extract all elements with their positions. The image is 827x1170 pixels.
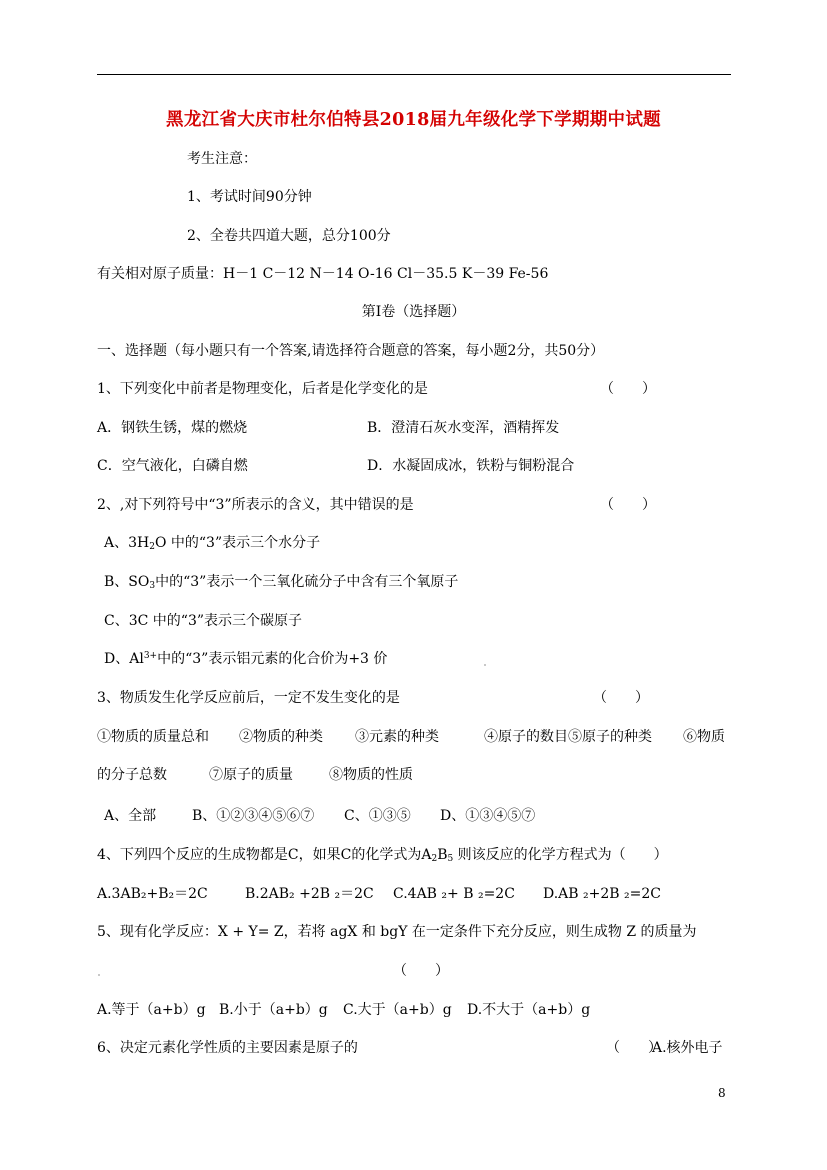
q5-option-b: B.小于（a+b）g (219, 1002, 328, 1018)
q3-option-b: B、①②③④⑤⑥⑦ (192, 808, 315, 824)
q4-stem (97, 845, 668, 865)
q2-option-b-post: 中的“3”表示一个三氧化硫分子中含有三个氧原子 (155, 574, 459, 590)
q6-answer-bracket: （ ） (606, 1040, 662, 1056)
q6-option-a: A.核外电子 (652, 1040, 723, 1056)
q4-option-a: A.3AB₂+B₂＝2C (97, 886, 208, 902)
q1-option-d: D．水凝固成冰，铁粉与铜粉混合 (367, 458, 575, 474)
q2-option-d-pre: D、Al (104, 651, 144, 667)
q4-option-d: D.AB ₂+2B ₂=2C (543, 886, 661, 902)
q2-stem: 2、,对下列符号中“3”所表示的含义，其中错误的是 (97, 497, 414, 513)
q3-statement-8: ⑧物质的性质 (329, 767, 413, 783)
q1-answer-bracket: （ ） (600, 381, 656, 397)
volume-title: 第Ⅰ卷（选择题） (361, 304, 466, 320)
q2-answer-bracket: （ ） (600, 497, 656, 513)
section-1-heading: 一、选择题（每小题只有一个答案,请选择符合题意的答案，每小题2分，共50分） (97, 343, 605, 359)
scan-speck (484, 664, 486, 666)
q4-stem-subscript-2: 5 (447, 854, 454, 864)
q3-answer-bracket: （ ） (593, 690, 649, 706)
q1-option-a: A．钢铁生锈，煤的燃烧 (97, 420, 248, 436)
q2-option-d-superscript: 3+ (143, 651, 158, 661)
q4-stem-post: 则该反应的化学方程式为（ ） (453, 847, 668, 863)
q5-answer-bracket: （ ） (393, 963, 449, 979)
q2-option-d-post: 中的“3”表示铝元素的化合价为+3 价 (157, 651, 388, 667)
q3-statement-6: ⑥物质 (683, 729, 725, 745)
q2-option-b-pre: B、SO (104, 574, 150, 590)
q5-option-d: D.不大于（a+b）g (467, 1002, 591, 1018)
q3-statement-4-5: ④原子的数目⑤原子的种类 (484, 729, 652, 745)
q3-statement-7: ⑦原子的质量 (209, 767, 293, 783)
q2-option-b-subscript: 3 (149, 581, 156, 591)
q2-option-a-subscript: 2 (149, 542, 155, 552)
q4-option-b: B.2AB₂ +2B ₂＝2C (245, 886, 374, 902)
q3-option-a: A、全部 (104, 808, 157, 824)
scan-speck (98, 974, 100, 976)
q5-stem: 5、现有化学反应：X + Y= Z，若将 agX 和 bgY 在一定条件下充分反应，则生成物 Z 的质量为 (97, 924, 697, 940)
q5-option-c: C.大于（a+b）g (343, 1002, 452, 1018)
q3-statement-3: ③元素的种类 (355, 729, 439, 745)
q1-stem: 1、下列变化中前者是物理变化，后者是化学变化的是 (97, 381, 428, 397)
notice-heading: 考生注意： (187, 151, 257, 167)
q4-stem-subscript-1: 2 (431, 854, 438, 864)
q3-option-c: C、①③⑤ (344, 808, 411, 824)
notice-item-2: 2、全卷共四道大题，总分100分 (187, 228, 391, 244)
q2-option-a-post: O 中的“3”表示三个水分子 (154, 535, 321, 551)
q4-stem-mid: B (437, 847, 448, 863)
q1-option-b: B．澄清石灰水变浑，酒精挥发 (367, 420, 560, 436)
q2-option-a-pre: A、3H (104, 535, 150, 551)
q5-option-a: A.等于（a+b）g (97, 1002, 206, 1018)
notice-item-1: 1、考试时间90分钟 (187, 189, 312, 205)
page-title: 黑龙江省大庆市杜尔伯特县2018届九年级化学下学期期中试题 (166, 110, 661, 130)
q4-stem-pre: 4、下列四个反应的生成物都是C，如果C的化学式为A (97, 847, 432, 863)
q4-option-c: C.4AB ₂+ B ₂=2C (393, 886, 515, 902)
q3-statement-2: ②物质的种类 (239, 729, 323, 745)
q2-option-d (104, 649, 387, 669)
q3-stem: 3、物质发生化学反应前后，一定不发生变化的是 (97, 690, 400, 706)
q3-statement-1: ①物质的质量总和 (97, 729, 209, 745)
atomic-masses: 有关相对原子质量：H－1 C－12 N－14 O-16 Cl－35.5 K－39 Fe-56 (97, 266, 549, 282)
header-rule (97, 74, 731, 75)
q2-option-a (104, 533, 320, 553)
q2-option-c: C、3C 中的“3”表示三个碳原子 (104, 613, 303, 629)
q3-option-d: D、①③④⑤⑦ (440, 808, 536, 824)
q1-option-c: C．空气液化，白磷自燃 (97, 458, 248, 474)
q2-option-b (104, 572, 458, 592)
q6-stem: 6、决定元素化学性质的主要因素是原子的 (97, 1040, 358, 1056)
page-number: 8 (718, 1086, 726, 1100)
q3-statement-6-cont: 的分子总数 (97, 767, 167, 783)
